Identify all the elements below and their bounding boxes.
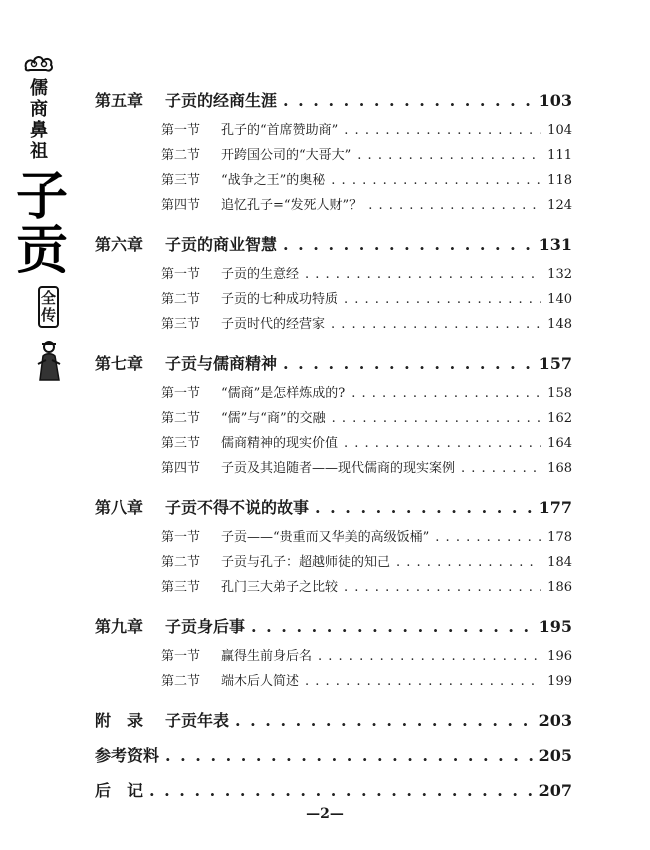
badge-char: 全 <box>41 289 57 307</box>
section-page: 168 <box>547 461 572 476</box>
section-number: 第四节 <box>161 198 201 213</box>
section-page: 186 <box>547 580 572 595</box>
section-entry[interactable] <box>95 407 572 432</box>
section-entry[interactable] <box>95 457 572 482</box>
section-number: 第一节 <box>161 530 201 545</box>
dot-leader <box>283 235 533 254</box>
series-title <box>30 78 48 162</box>
section-number: 第三节 <box>161 580 201 595</box>
section-page: 158 <box>547 386 572 401</box>
section-page: 164 <box>547 436 572 451</box>
section-number: 第一节 <box>161 123 201 138</box>
series-title-char: 商 <box>30 99 48 120</box>
section-entry[interactable] <box>95 144 572 169</box>
section-entry[interactable] <box>95 313 572 338</box>
book-name-char: 贡 <box>16 220 69 281</box>
afterword-label: 后 记 <box>95 781 144 800</box>
dot-leader <box>396 555 541 570</box>
section-page: 140 <box>547 292 572 307</box>
section-page: 104 <box>547 123 572 138</box>
chapter-title: 子贡身后事 <box>165 617 246 636</box>
section-page: 132 <box>547 267 572 282</box>
chapter-page: 131 <box>538 235 572 254</box>
dot-leader <box>368 198 541 213</box>
afterword-page: 207 <box>538 781 572 800</box>
section-title: 端木后人简述 <box>221 674 300 689</box>
section-title: 子贡——“贵重而又华美的高级饭桶” <box>221 530 430 545</box>
dot-leader <box>461 461 541 476</box>
dot-leader <box>332 411 542 426</box>
chapter-number: 第五章 <box>95 91 144 110</box>
chapter-entry[interactable] <box>95 232 572 255</box>
dot-leader <box>305 674 541 689</box>
section-entry[interactable] <box>95 645 572 670</box>
section-title: 赢得生前身后名 <box>221 649 313 664</box>
section-entry[interactable] <box>95 670 572 695</box>
book-series-sidebar <box>8 52 70 382</box>
table-of-contents <box>95 88 572 801</box>
dot-leader <box>357 148 541 163</box>
section-page: 196 <box>547 649 572 664</box>
section-title: “儒”与“商”的交融 <box>221 411 326 426</box>
cloud-scroll-icon <box>22 52 56 74</box>
chapter-page: 157 <box>538 354 572 373</box>
dot-leader <box>344 292 541 307</box>
section-entry[interactable] <box>95 263 572 288</box>
section-title: “儒商”是怎样炼成的? <box>221 386 346 401</box>
appendix-label: 附 录 <box>95 711 144 730</box>
references-entry[interactable] <box>95 743 572 766</box>
chapter-title: 子贡的经商生涯 <box>165 91 278 110</box>
references-page: 205 <box>538 746 572 765</box>
section-title: 子贡及其追随者——现代儒商的现实案例 <box>221 461 456 476</box>
section-entry[interactable] <box>95 382 572 407</box>
series-title-char: 鼻 <box>30 120 48 141</box>
section-title: 儒商精神的现实价值 <box>221 436 339 451</box>
dot-leader <box>283 354 533 373</box>
dot-leader <box>435 530 541 545</box>
chapter-page: 103 <box>538 91 572 110</box>
dot-leader <box>251 617 533 636</box>
chapter-number: 第九章 <box>95 617 144 636</box>
section-title: 子贡的七种成功特质 <box>221 292 339 307</box>
section-entry[interactable] <box>95 576 572 601</box>
chapter-page: 195 <box>538 617 572 636</box>
section-page: 124 <box>547 198 572 213</box>
section-number: 第二节 <box>161 292 201 307</box>
dot-leader <box>351 386 541 401</box>
section-entry[interactable] <box>95 169 572 194</box>
chapter-entry[interactable] <box>95 614 572 637</box>
section-entry[interactable] <box>95 526 572 551</box>
chapter-title: 子贡的商业智慧 <box>165 235 278 254</box>
section-page: 118 <box>547 173 572 188</box>
section-page: 184 <box>547 555 572 570</box>
chapter-entry[interactable] <box>95 88 572 111</box>
section-entry[interactable] <box>95 194 572 219</box>
section-number: 第二节 <box>161 411 201 426</box>
section-number: 第三节 <box>161 317 201 332</box>
chapter-number: 第六章 <box>95 235 144 254</box>
dot-leader <box>149 781 533 800</box>
section-title: 子贡时代的经营家 <box>221 317 326 332</box>
section-title: 开跨国公司的“大哥大” <box>221 148 352 163</box>
section-number: 第一节 <box>161 386 201 401</box>
section-title: 孔子的“首席赞助商” <box>221 123 339 138</box>
section-number: 第四节 <box>161 461 201 476</box>
chapter-title: 子贡与儒商精神 <box>165 354 278 373</box>
chapter-number: 第八章 <box>95 498 144 517</box>
section-number: 第二节 <box>161 555 201 570</box>
section-entry[interactable] <box>95 119 572 144</box>
section-number: 第一节 <box>161 267 201 282</box>
dot-leader <box>344 436 541 451</box>
section-number: 第一节 <box>161 649 201 664</box>
dot-leader <box>331 317 541 332</box>
section-title: “战争之王”的奥秘 <box>221 173 326 188</box>
dot-leader <box>344 123 541 138</box>
full-biography-badge <box>38 286 59 328</box>
badge-char: 传 <box>41 306 57 324</box>
chapter-number: 第七章 <box>95 354 144 373</box>
section-number: 第二节 <box>161 148 201 163</box>
chapter-page: 177 <box>538 498 572 517</box>
section-number: 第三节 <box>161 173 201 188</box>
afterword-entry[interactable] <box>95 778 572 801</box>
chapter-entry[interactable] <box>95 495 572 518</box>
section-page: 199 <box>547 674 572 689</box>
section-page: 178 <box>547 530 572 545</box>
section-page: 148 <box>547 317 572 332</box>
dot-leader <box>344 580 541 595</box>
section-entry[interactable] <box>95 432 572 457</box>
series-title-char: 祖 <box>30 141 48 162</box>
section-page: 111 <box>547 148 572 163</box>
section-entry[interactable] <box>95 551 572 576</box>
appendix-entry[interactable] <box>95 708 572 731</box>
scholar-figure-icon <box>34 340 64 382</box>
book-name-char: 子 <box>16 166 69 227</box>
dot-leader <box>315 498 533 517</box>
section-number: 第二节 <box>161 674 201 689</box>
section-title: 子贡与孔子：超越师徒的知己 <box>221 555 391 570</box>
section-title: 追忆孔子=“发死人财”？ <box>221 198 363 213</box>
appendix-title: 子贡年表 <box>165 711 230 730</box>
section-number: 第三节 <box>161 436 201 451</box>
dot-leader <box>235 711 533 730</box>
dot-leader <box>165 746 533 765</box>
section-entry[interactable] <box>95 288 572 313</box>
chapter-title: 子贡不得不说的故事 <box>165 498 310 517</box>
dot-leader <box>283 91 533 110</box>
section-page: 162 <box>547 411 572 426</box>
book-name-calligraphy <box>16 166 69 281</box>
references-title: 参考资料 <box>95 746 160 765</box>
dot-leader <box>318 649 541 664</box>
dot-leader <box>305 267 541 282</box>
page-number: —2— <box>306 806 344 822</box>
section-title: 孔门三大弟子之比较 <box>221 580 339 595</box>
dot-leader <box>331 173 541 188</box>
appendix-page: 203 <box>538 711 572 730</box>
chapter-entry[interactable] <box>95 351 572 374</box>
series-title-char: 儒 <box>30 78 48 99</box>
section-title: 子贡的生意经 <box>221 267 300 282</box>
